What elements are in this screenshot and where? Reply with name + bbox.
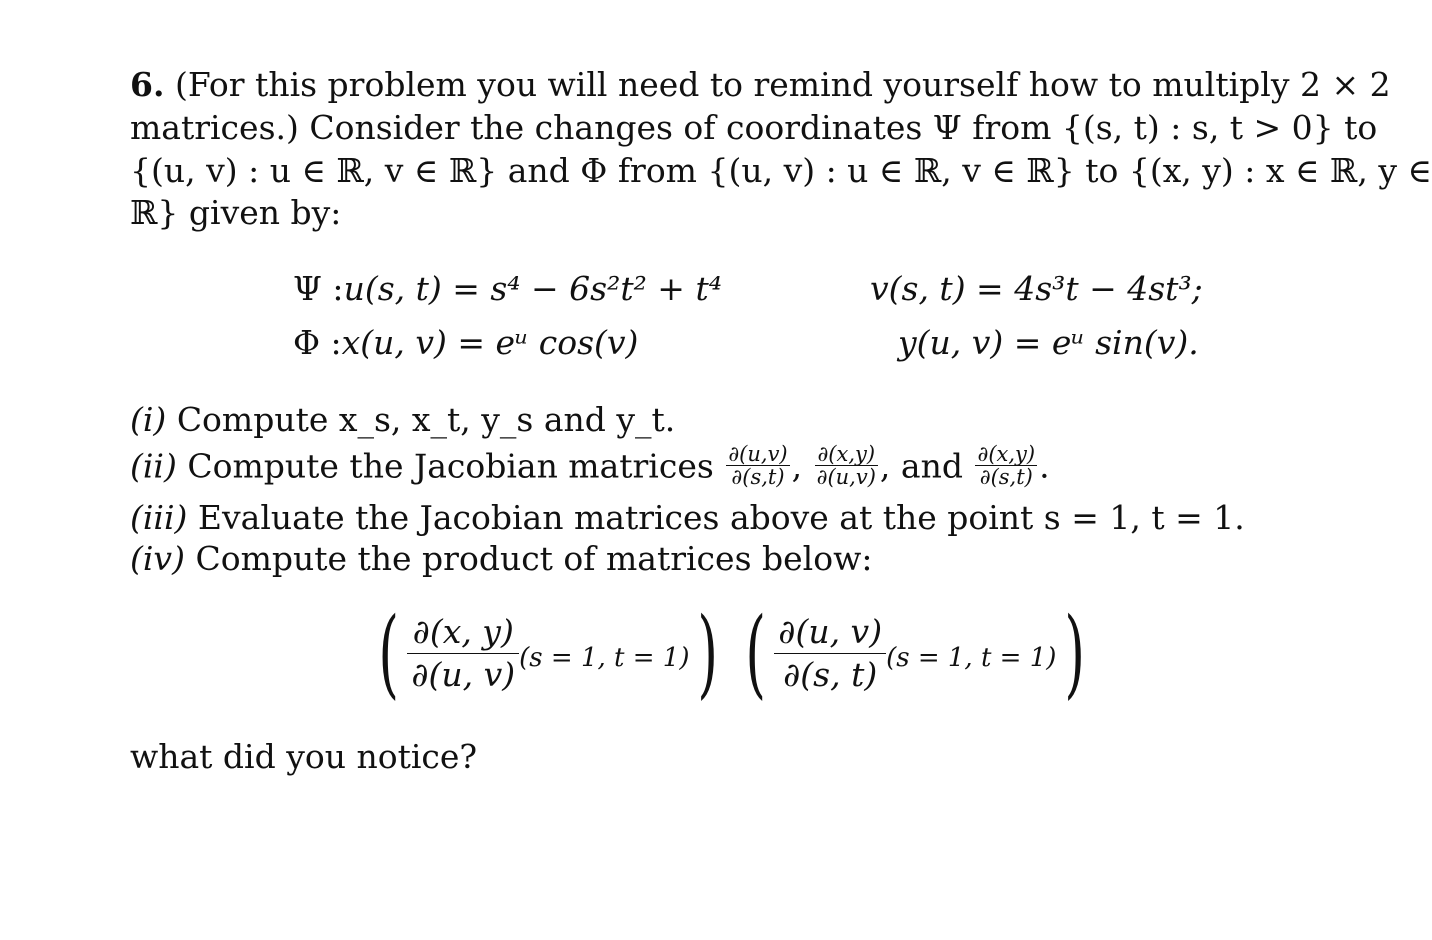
product-right-evaluation: (s = 1, t = 1) — [886, 643, 1057, 673]
closing-question: what did you notice? — [130, 737, 478, 776]
jacobian-uv-st-denominator: ∂(s,t) — [731, 465, 785, 490]
left-paren-2: ( — [745, 597, 766, 709]
product-right-fraction — [774, 613, 886, 694]
psi-v-formula: v(s, t) = 4s³t − 4st³; — [870, 269, 1203, 308]
phi-x-equation — [293, 323, 639, 362]
left-paren-1: ( — [378, 597, 400, 709]
product-left-denominator: ∂(u, v) — [411, 654, 516, 694]
product-left-fraction — [407, 613, 519, 694]
problem-line-3: {(u, v) : u ∈ ℝ, v ∈ ℝ} and Φ from {(u, v) : u ∈ ℝ, v ∈ ℝ} to {(x, y) : x ∈ ℝ, y ∈ — [130, 151, 1432, 190]
part-ii-text: Compute the Jacobian matrices — [187, 446, 714, 486]
jacobian-xy-uv-denominator: ∂(u,v) — [816, 465, 876, 490]
matrix-product — [370, 597, 1094, 709]
part-i — [130, 400, 676, 439]
product-right-denominator: ∂(s, t) — [783, 654, 878, 694]
part-iii-text: Evaluate the Jacobian matrices above at the point s = 1, t = 1. — [197, 498, 1245, 537]
right-paren-2: ) — [1064, 597, 1086, 709]
jacobian-uv-st — [726, 443, 789, 488]
psi-v-equation — [870, 269, 1203, 308]
part-iv-label: (iv) — [130, 539, 185, 578]
part-iii-label: (iii) — [130, 498, 188, 537]
jacobian-xy-st-denominator: ∂(s,t) — [979, 465, 1033, 490]
psi-prefix: Ψ : — [293, 269, 344, 308]
jacobian-xy-st-numerator: ∂(x,y) — [977, 442, 1036, 466]
phi-y-equation — [898, 323, 1199, 362]
problem-line-4: ℝ} given by: — [130, 193, 342, 232]
part-i-text: Compute x_s, x_t, y_s and y_t. — [176, 400, 676, 439]
problem-intro-1: (For this problem you will need to remind yourself how to multiply 2 × 2 — [174, 65, 1391, 104]
psi-u-formula: u(s, t) = s⁴ − 6s²t² + t⁴ — [343, 269, 722, 308]
phi-x-formula: x(u, v) = eᵘ cos(v) — [341, 323, 639, 362]
part-ii: (ii) Compute the Jacobian matrices $\frac{\partial(u,v)}{\partial(s,t)}$ , $\frac{\partial(x,y)}{\partial(u,v)}$ , and $\frac{\partial(x,y)}{\partial(s,t)}$ . — [130, 442, 1050, 490]
phi-prefix: Φ : — [293, 323, 342, 362]
product-right-numerator: ∂(u, v) — [774, 613, 886, 654]
part-iv-text: Compute the product of matrices below: — [195, 539, 873, 578]
part-i-label: (i) — [130, 400, 167, 439]
jacobian-xy-uv-numerator: ∂(x,y) — [815, 443, 878, 466]
part-iii — [130, 498, 1245, 537]
jacobian-xy-uv — [815, 443, 878, 488]
psi-u-equation — [293, 269, 722, 308]
part-ii-label: (ii) — [130, 446, 177, 486]
product-left-evaluation: (s = 1, t = 1) — [519, 643, 690, 673]
product-left-numerator: ∂(x, y) — [407, 613, 519, 654]
part-iv — [130, 539, 873, 578]
phi-y-formula: y(u, v) = eᵘ sin(v). — [898, 323, 1199, 362]
part-ii-and: and — [900, 446, 963, 486]
right-paren-1: ) — [697, 597, 719, 709]
jacobian-uv-st-numerator: ∂(u,v) — [728, 442, 788, 466]
problem-line-2: matrices.) Consider the changes of coordinates Ψ from {(s, t) : s, t > 0} to — [130, 108, 1378, 147]
problem-number: 6. — [130, 65, 165, 104]
jacobian-xy-st — [975, 443, 1037, 488]
problem-line-1 — [130, 65, 1391, 104]
